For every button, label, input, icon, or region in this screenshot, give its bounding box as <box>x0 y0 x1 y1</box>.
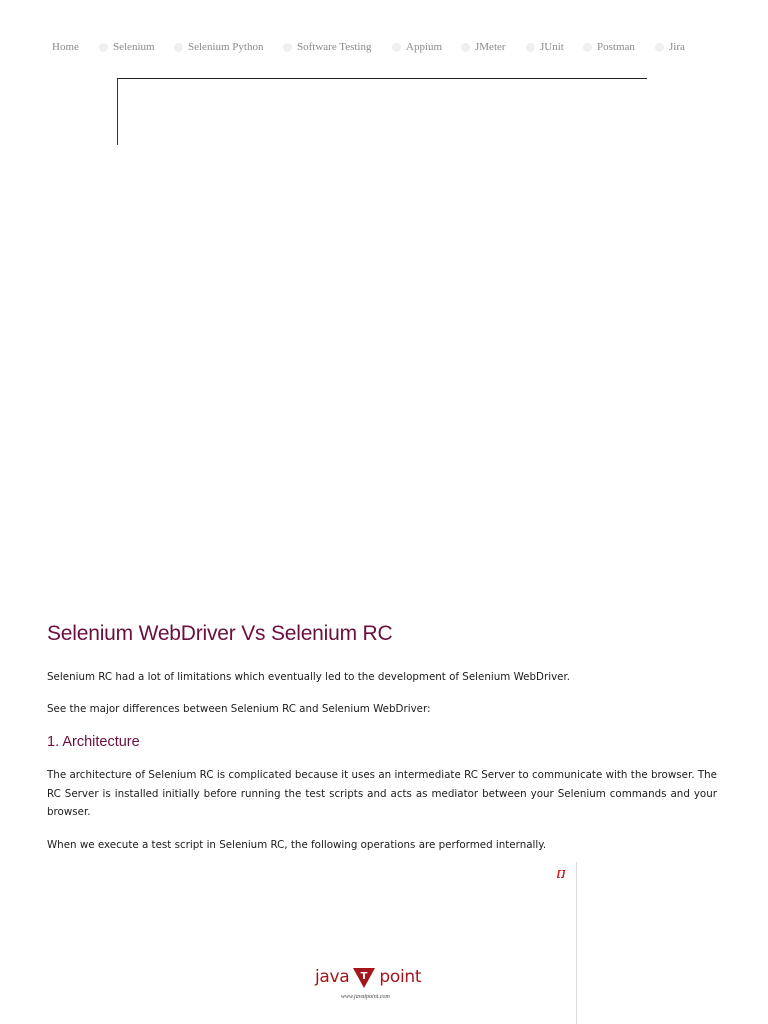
nav-item-label: Postman <box>597 41 635 53</box>
nav-item-label: Selenium Python <box>188 41 264 53</box>
logo-point-text: point <box>379 967 422 987</box>
nav-item-postman[interactable] <box>583 38 635 56</box>
nav-item-label: Home <box>52 41 79 53</box>
logo-url: www.javatpoint.com <box>341 994 390 1000</box>
top-navigation <box>0 38 768 56</box>
appium-icon <box>392 43 401 52</box>
differences-paragraph: See the major differences between Selenium RC and Selenium WebDriver: <box>47 703 431 715</box>
section-heading-architecture: 1. Architecture <box>47 734 140 750</box>
page-title: Selenium WebDriver Vs Selenium RC <box>47 622 393 645</box>
architecture-paragraph: The architecture of Selenium RC is complicated because it uses an intermediate RC Server to communicate with the browser. The RC Server is installed initially before running the test scripts and acts as mediator between your Selenium commands and your browser. <box>47 769 717 818</box>
architecture-diagram <box>47 862 577 1024</box>
ad-frame-left-border <box>117 79 118 145</box>
nav-item-jmeter[interactable] <box>461 38 506 56</box>
figure-divider <box>576 862 577 1024</box>
nav-item-selenium[interactable] <box>99 38 155 56</box>
logo-t-letter: T <box>361 971 368 982</box>
logo-t-icon <box>352 965 376 989</box>
nav-item-software-testing[interactable] <box>283 38 372 56</box>
nav-item-label: Software Testing <box>297 41 372 53</box>
logo-java-text: java <box>315 967 350 987</box>
python-icon <box>174 43 183 52</box>
nav-item-label: Selenium <box>113 41 155 53</box>
nav-item-junit[interactable] <box>526 38 564 56</box>
jmeter-icon <box>461 43 470 52</box>
postman-icon <box>583 43 592 52</box>
article <box>47 622 717 851</box>
nav-item-jira[interactable] <box>655 38 685 56</box>
intro-paragraph: Selenium RC had a lot of limitations which eventually led to the development of Selenium WebDriver. <box>47 671 571 683</box>
nav-item-label: JMeter <box>475 41 506 53</box>
javatpoint-logo <box>315 965 421 989</box>
junit-icon <box>526 43 535 52</box>
nav-item-label: Appium <box>406 41 443 53</box>
jira-icon <box>655 43 664 52</box>
nav-item-label: Jira <box>669 41 685 53</box>
selenium-icon <box>99 43 108 52</box>
broken-image-marker: [] <box>557 870 566 880</box>
testing-icon <box>283 43 292 52</box>
nav-item-selenium-python[interactable] <box>174 38 263 56</box>
nav-item-appium[interactable] <box>392 38 442 56</box>
ad-frame-top-border <box>117 78 647 79</box>
nav-item-home[interactable] <box>52 38 79 56</box>
execution-paragraph: When we execute a test script in Selenium RC, the following operations are performed internally. <box>47 839 547 851</box>
nav-item-label: JUnit <box>540 41 564 53</box>
